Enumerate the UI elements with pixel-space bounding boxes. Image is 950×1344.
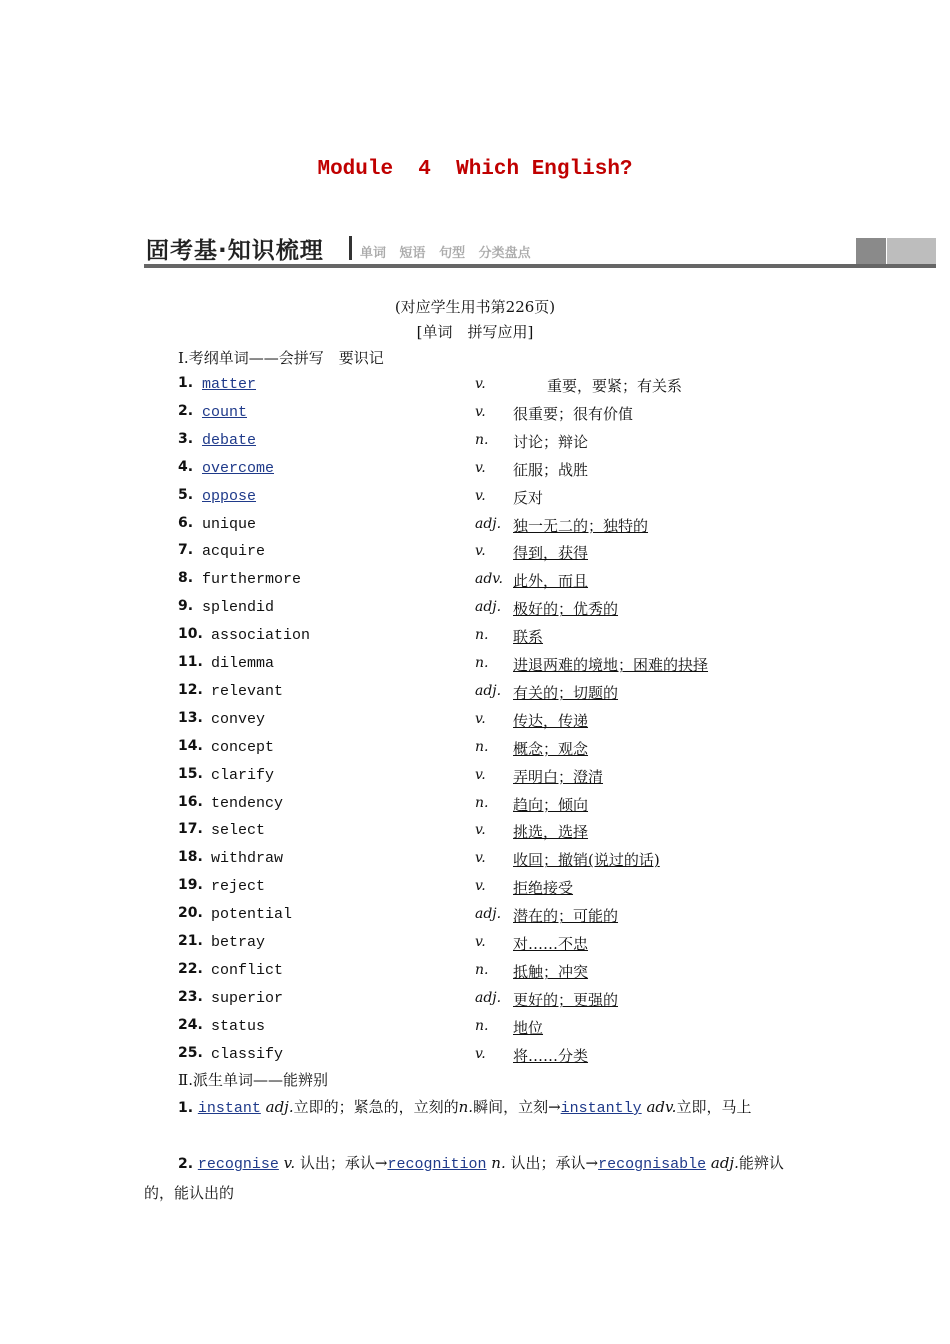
vocab-meaning: 得到，获得 <box>513 544 589 563</box>
vocab-word: convey <box>211 710 266 728</box>
vocab-word: status <box>211 1017 266 1035</box>
vocab-number: 9. <box>178 598 194 615</box>
vocab-word: furthermore <box>202 571 302 589</box>
vocab-pos: n. <box>475 1017 489 1034</box>
vocab-meaning: 进退两难的境地；困难的抉择 <box>513 656 709 674</box>
vocab-meaning: 传达，传递 <box>513 711 589 730</box>
derived-2-pos-1: v. <box>283 1154 296 1172</box>
vocab-number: 25. <box>178 1044 203 1061</box>
vocab-meaning: 趋向；倾向 <box>513 795 589 814</box>
vocab-word: relevant <box>211 682 284 700</box>
vocab-pos: n. <box>475 627 489 644</box>
vocab-number: 21. <box>178 933 203 949</box>
vocab-word: potential <box>211 906 293 924</box>
vocab-meaning: 讨论；辩论 <box>513 432 589 451</box>
vocab-number: 3. <box>178 430 194 447</box>
derived-2-meaning-2: 认出；承认→ <box>510 1154 599 1172</box>
vocab-meaning: 潜在的；可能的 <box>513 907 619 926</box>
derived-2-meaning-1: 认出；承认→ <box>299 1154 388 1172</box>
banner-title: 固考基·知识梳理 <box>146 238 324 264</box>
vocab-pos: v. <box>475 822 486 839</box>
vocab-pos: adj. <box>475 906 502 923</box>
banner-sub-sentences: 句型 <box>439 246 466 261</box>
vocab-pos: v. <box>475 459 486 476</box>
vocab-meaning: 联系 <box>513 628 544 647</box>
vocab-meaning: 抵触；冲突 <box>513 962 589 981</box>
vocab-number: 24. <box>178 1016 203 1033</box>
vocab-meaning: 地位 <box>513 1018 544 1037</box>
derived-1-meaning-3: 立即，马上 <box>676 1098 752 1116</box>
banner-divider <box>349 236 352 260</box>
vocab-pos: adj. <box>475 515 502 532</box>
vocab-word: conflict <box>211 961 284 979</box>
derived-2-pos-2: n. <box>491 1154 506 1172</box>
vocab-number: 4. <box>178 458 194 475</box>
vocab-meaning: 更好的；更强的 <box>513 990 619 1009</box>
vocab-pos: adj. <box>475 599 502 616</box>
vocab-number: 12. <box>178 681 203 698</box>
vocab-pos: v. <box>475 850 486 867</box>
vocab-word: superior <box>211 989 284 1007</box>
section-banner <box>144 232 936 270</box>
vocab-word: classify <box>211 1045 284 1063</box>
vocab-pos: v. <box>475 376 486 392</box>
derived-1-meaning-1: 立即的；紧急的，立刻的 <box>293 1098 459 1116</box>
vocab-word: splendid <box>202 599 275 617</box>
vocab-meaning: 征服；战胜 <box>513 460 589 479</box>
vocab-number: 6. <box>178 514 194 531</box>
vocab-pos: adj. <box>475 682 502 699</box>
vocab-meaning: 将……分类 <box>513 1046 589 1065</box>
banner-block-light <box>887 238 936 264</box>
vocab-number: 17. <box>178 821 203 838</box>
derived-1-pos-3: adv. <box>646 1098 677 1116</box>
vocab-pos: adj. <box>475 989 502 1006</box>
derived-2-word-recognisable: recognisable <box>598 1156 707 1173</box>
vocab-number: 20. <box>178 905 203 922</box>
vocab-meaning: 极好的；优秀的 <box>513 600 619 619</box>
vocab-number: 10. <box>178 626 203 643</box>
vocab-number: 23. <box>178 988 203 1005</box>
vocab-number: 19. <box>178 877 203 894</box>
vocab-pos: v. <box>475 710 486 727</box>
vocab-word: unique <box>202 515 257 533</box>
derived-1-word-instantly: instantly <box>560 1100 642 1117</box>
derived-item-2 <box>144 1149 810 1207</box>
vocab-pos: n. <box>475 961 489 978</box>
subsection-label: [单词 拼写应用] <box>416 323 534 341</box>
vocab-word: reject <box>211 878 266 896</box>
vocab-meaning: 独一无二的；独特的 <box>513 516 649 535</box>
vocab-number: 16. <box>178 793 203 810</box>
vocab-word: clarify <box>211 766 275 784</box>
vocab-number: 13. <box>178 709 203 726</box>
vocab-meaning: 概念；观念 <box>513 739 589 758</box>
vocab-word: oppose <box>202 487 257 505</box>
vocab-number: 2. <box>178 402 194 419</box>
vocab-pos: v. <box>475 1045 486 1062</box>
vocab-word: tendency <box>211 794 284 812</box>
banner-sub-words: 单词 <box>360 246 387 261</box>
vocab-word: betray <box>211 934 266 951</box>
vocab-meaning: 对……不忠 <box>513 935 589 953</box>
vocab-word: matter <box>202 376 257 393</box>
vocab-meaning: 此外，而且 <box>513 572 589 591</box>
vocab-word: withdraw <box>211 850 284 868</box>
vocab-number: 14. <box>178 737 203 754</box>
vocab-pos: v. <box>475 878 486 895</box>
vocab-number: 5. <box>178 486 194 503</box>
section-1-heading: Ⅰ.考纲单词——会拼写 要识记 <box>178 349 384 367</box>
vocab-word: select <box>211 822 266 840</box>
vocab-word: overcome <box>202 459 275 477</box>
vocab-meaning: 拒绝接受 <box>513 879 574 898</box>
vocab-meaning: 很重要；很有价值 <box>513 404 634 423</box>
derived-2-pos-3: adj. <box>710 1154 739 1172</box>
vocab-word: dilemma <box>211 655 275 672</box>
derived-2-word-recognise: recognise <box>197 1156 279 1173</box>
vocab-pos: v. <box>475 487 486 504</box>
derived-1-word-instant: instant <box>197 1100 261 1117</box>
vocab-meaning: 弄明白；澄清 <box>513 767 604 786</box>
derived-1-pos-1: adj. <box>265 1098 294 1116</box>
vocab-number: 18. <box>178 849 203 866</box>
page-title: Module 4 Which English? <box>317 158 633 181</box>
derived-1-pos-2: n. <box>458 1098 474 1116</box>
book-reference: (对应学生用书第226页) <box>394 298 556 316</box>
vocab-pos: n. <box>475 738 489 755</box>
banner-subtitles <box>360 242 540 261</box>
banner-rule <box>144 264 936 268</box>
derived-item-1 <box>144 1093 810 1123</box>
derived-2-meaning-3: 能辨认的，能认出的 <box>144 1154 784 1202</box>
vocab-word: count <box>202 403 248 421</box>
vocab-word: concept <box>211 738 275 756</box>
vocab-word: association <box>211 627 311 645</box>
vocab-meaning: 收回；撤销(说过的话) <box>513 851 660 870</box>
vocab-pos: n. <box>475 794 489 811</box>
derived-1-meaning-2: 瞬间，立刻→ <box>473 1098 561 1116</box>
vocab-number: 8. <box>178 570 194 587</box>
vocab-number: 22. <box>178 960 203 977</box>
derived-1-number: 1. <box>178 1100 194 1116</box>
vocab-number: 15. <box>178 765 203 782</box>
vocab-number: 1. <box>178 375 194 391</box>
vocab-pos: n. <box>475 655 489 671</box>
vocab-meaning: 挑选，选择 <box>513 823 589 842</box>
vocab-number: 7. <box>178 542 194 559</box>
vocab-number: 11. <box>178 654 203 670</box>
vocab-word: acquire <box>202 543 266 561</box>
vocab-pos: n. <box>475 431 489 448</box>
banner-sub-phrases: 短语 <box>399 246 426 261</box>
vocab-pos: v. <box>475 543 486 560</box>
banner-block-dark <box>856 238 886 264</box>
vocab-pos: v. <box>475 403 486 420</box>
banner-sub-classify: 分类盘点 <box>478 246 531 261</box>
vocab-word: debate <box>202 431 257 449</box>
vocab-pos: v. <box>475 766 486 783</box>
vocab-meaning: 反对 <box>513 488 544 507</box>
vocab-meaning: 有关的；切题的 <box>513 683 619 702</box>
vocab-pos: v. <box>475 934 486 950</box>
section-2-heading: Ⅱ.派生单词——能辨别 <box>178 1071 328 1089</box>
vocab-pos: adv. <box>475 571 504 588</box>
derived-2-number: 2. <box>178 1156 194 1172</box>
derived-2-word-recognition: recognition <box>387 1156 487 1173</box>
vocab-meaning: 重要，要紧；有关系 <box>547 377 683 395</box>
